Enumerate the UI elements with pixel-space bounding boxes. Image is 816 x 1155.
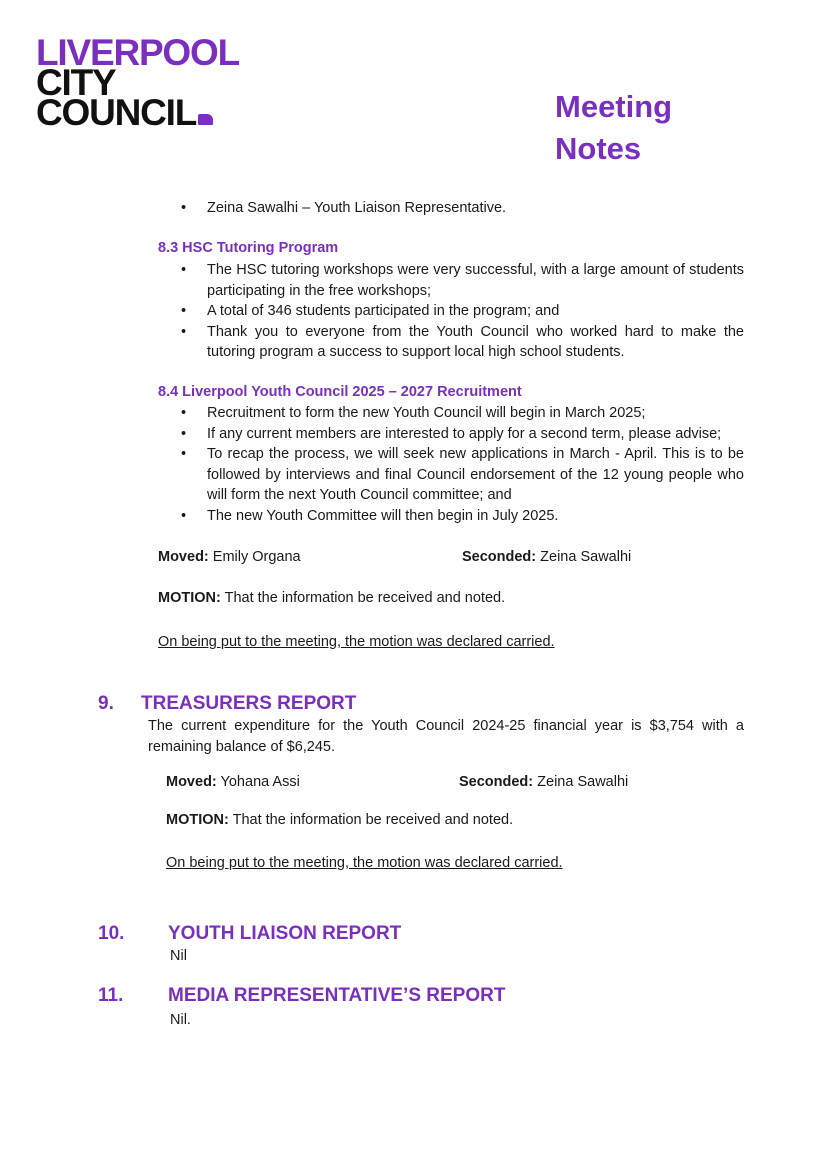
list-item: • The HSC tutoring workshops were very successful, with a large amount of students participating in the free workshops; <box>158 260 744 301</box>
list-item: • Zeina Sawalhi – Youth Liaison Representative. <box>158 198 744 219</box>
logo-line-3-text: COUNCIL <box>36 92 197 133</box>
section-title-10: YOUTH LIAISON REPORT <box>168 923 402 944</box>
section-number-9: 9. <box>98 693 114 714</box>
section-number-10: 10. <box>98 923 125 944</box>
continued-bullet-list <box>158 198 744 219</box>
page-title <box>555 86 672 170</box>
page-title-line-2: Notes <box>555 131 642 166</box>
motion-8-4 <box>158 588 505 609</box>
section-body-9: The current expenditure for the Youth Council 2024-25 financial year is $3,754 with a remaining balance of $6,245. <box>148 718 744 755</box>
seconded-name: Zeina Sawalhi <box>540 549 632 565</box>
list-item: • Thank you to everyone from the Youth Council who worked hard to make the tutoring program a success to support local high school students. <box>158 322 744 363</box>
moved-by-8-4 <box>158 547 301 568</box>
moved-by-9 <box>166 772 300 793</box>
motion-carried-8-4: On being put to the meeting, the motion was declared carried. <box>158 634 555 650</box>
logo-mark-icon <box>198 114 213 125</box>
section-title-11: MEDIA REPRESENTATIVE’S REPORT <box>168 985 506 1006</box>
seconded-name: Zeina Sawalhi <box>537 774 629 790</box>
seconded-by-8-4 <box>462 547 631 568</box>
logo-line-3 <box>36 92 239 133</box>
list-item: • A total of 346 students participated in the program; and <box>158 301 744 322</box>
list-item: • To recap the process, we will seek new applications in March - April. This is to be followed by interviews and final Council endorsement of the 12 young people who will form the next Youth Council committee; and <box>158 444 744 506</box>
logo-line-2: CITY <box>36 62 116 103</box>
list-item: • If any current members are interested to apply for a second term, please advise; <box>158 424 744 445</box>
page-title-line-1: Meeting <box>555 89 673 124</box>
moved-label: Moved: <box>166 774 217 790</box>
motion-carried-9: On being put to the meeting, the motion was declared carried. <box>166 855 563 871</box>
section-title-9: TREASURERS REPORT <box>141 693 357 714</box>
motion-9 <box>166 810 513 831</box>
section-number-11: 11. <box>98 985 124 1006</box>
moved-name: Emily Organa <box>212 549 301 565</box>
moved-name: Yohana Assi <box>220 774 300 790</box>
moved-label: Moved: <box>158 549 209 565</box>
seconded-label: Seconded: <box>462 549 537 565</box>
subsection-heading-8-4: 8.4 Liverpool Youth Council 2025 – 2027 Recruitment <box>158 384 522 400</box>
logo-line-1: LIVERPOOL <box>36 32 239 73</box>
motion-label: MOTION: <box>166 812 229 828</box>
section-body-10: Nil <box>170 948 187 964</box>
seconded-label: Seconded: <box>459 774 534 790</box>
seconded-by-9 <box>459 772 628 793</box>
motion-text: That the information be received and noted. <box>232 812 514 828</box>
council-logo <box>36 32 239 133</box>
subsection-heading-8-3: 8.3 HSC Tutoring Program <box>158 240 339 256</box>
section-body-11: Nil. <box>170 1012 191 1028</box>
motion-text: That the information be received and noted. <box>224 590 506 606</box>
bullet-list-8-4 <box>158 403 744 526</box>
bullet-list-8-3 <box>158 260 744 363</box>
motion-label: MOTION: <box>158 590 221 606</box>
list-item: • The new Youth Committee will then begin in July 2025. <box>158 506 744 527</box>
list-item: • Recruitment to form the new Youth Council will begin in March 2025; <box>158 403 744 424</box>
